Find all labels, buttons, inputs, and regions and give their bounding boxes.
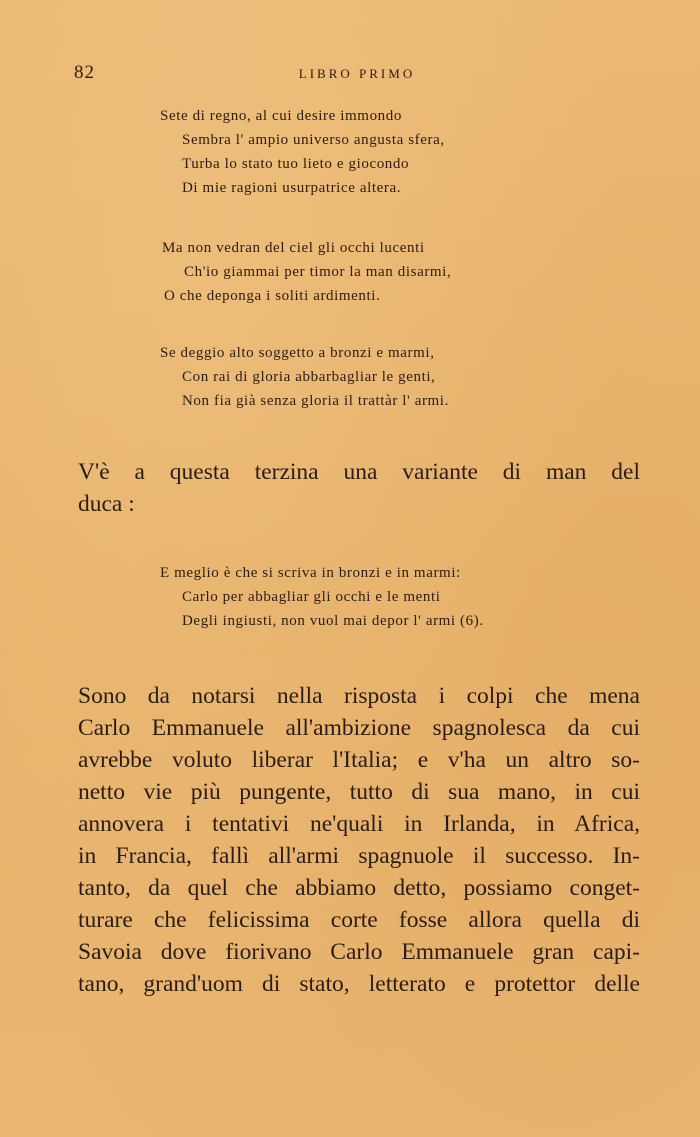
prose-line: netto vie più pungente, tutto di sua mano, in cui [78,779,640,805]
prose-line: Savoia dove fiorivano Carlo Emmanuele gran capi- [78,939,640,965]
prose-line: Sono da notarsi nella risposta i colpi che mena [78,683,640,709]
prose-line: Carlo Emmanuele all'ambizione spagnolesca da cui [78,715,640,741]
paragraph-main [78,680,640,1000]
verse-line: Con rai di gloria abbarbagliar le genti, [182,369,436,385]
verse-line: Ma non vedran del ciel gli occhi lucenti [162,240,425,256]
running-head: LIBRO PRIMO [298,66,416,81]
verse-line: E meglio è che si scriva in bronzi e in marmi: [160,565,461,581]
prose-line: tanto, da quel che abbiamo detto, possiamo conget- [78,875,640,901]
verse-line: Non fia già senza gloria il trattàr l' armi. [182,393,449,409]
verse-line: Sete di regno, al cui desire immondo [160,108,402,124]
poem-stanza-variant [160,561,484,633]
prose-line: avrebbe voluto liberar l'Italia; e v'ha un altro so- [78,747,640,773]
verse-line: O che deponga i soliti ardimenti. [164,288,381,304]
verse-line: Se deggio alto soggetto a bronzi e marmi, [160,345,435,361]
page-header [74,62,640,86]
verse-line: Degli ingiusti, non vuol mai depor l' armi (6). [182,613,484,629]
prose-line: turare che felicissima corte fosse allora quella di [78,907,640,933]
page-number: 82 [74,62,95,83]
poem-stanza-3 [160,341,449,413]
prose-line: annovera i tentativi ne'quali in Irlanda, in Africa, [78,811,640,837]
verse-line: Ch'io giammai per timor la man disarmi, [184,264,452,280]
prose-line: in Francia, fallì all'armi spagnuole il successo. In- [78,843,640,869]
paragraph-variant-note [78,456,640,520]
verse-line: Carlo per abbagliar gli occhi e le menti [182,589,441,605]
poem-stanza-2 [162,236,451,308]
verse-line: Sembra l' ampio universo angusta sfera, [182,132,445,148]
verse-line: Di mie ragioni usurpatrice altera. [182,180,402,196]
prose-line: V'è a questa terzina una variante di man del [78,459,640,485]
verse-line: Turba lo stato tuo lieto e giocondo [182,156,410,172]
poem-stanza-1 [160,104,445,200]
prose-line: tano, grand'uom di stato, letterato e protettor delle [78,971,640,997]
prose-line: duca : [78,491,135,517]
